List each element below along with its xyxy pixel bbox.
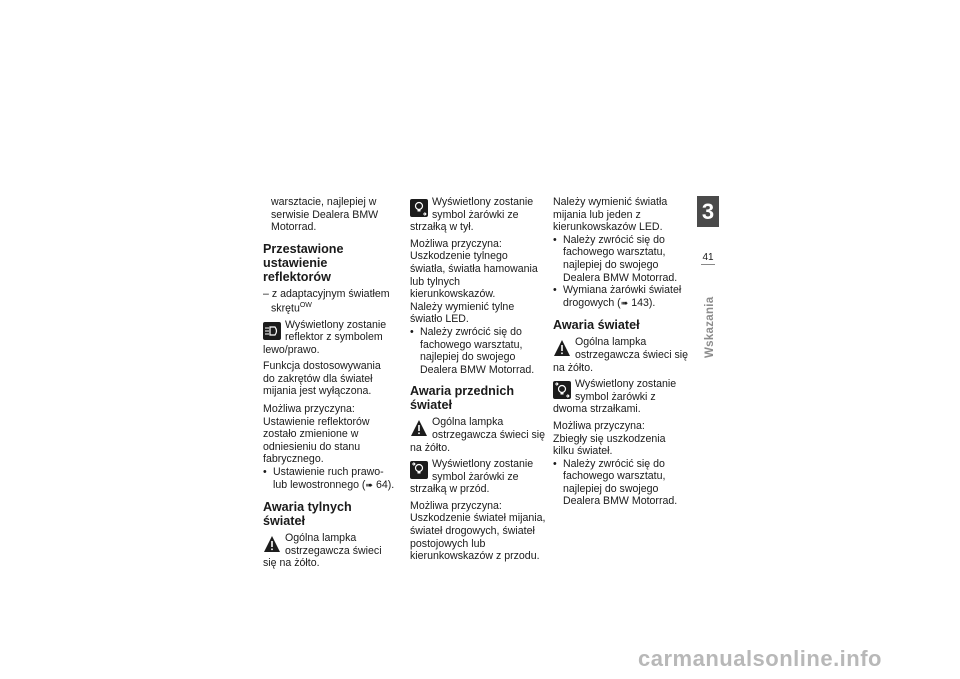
cause-text: Zbiegły się uszkodzenia kilku świateł. [553,432,666,458]
warning-text: Ogólna lampka ostrzegawcza świeci się na żółto. [410,416,546,454]
warning-triangle-icon [263,535,281,553]
section-heading-headlight-setting: Przestawione ustawienie reflektorów [263,241,344,284]
ref-arrow-icon: ➠ [365,480,374,491]
chapter-name: Wskazania [704,296,716,358]
indicator-text: Wyświetlony zostanie symbol żarówki ze strzałką w tył. [410,196,534,234]
bullet-item [263,466,395,492]
warning-block [410,416,546,454]
section-heading-rear-lights: Awaria tylnych świateł [263,500,352,529]
bullet-item: • Należy zwrócić się do fachowego warsztatu, najlepiej do swojego Dealera BMW Motorrad. [553,234,689,284]
cause-text: Uszkodzenie tylnego światła, światła hamowania lub tylnych kierunkowskazów. [410,250,538,301]
indicator-text: Wyświetlony zostanie symbol żarówki ze strzałką w przód. [410,458,534,496]
intro-text: warsztacie, najlepiej w serwisie Dealera BMW Motorrad. [271,196,379,234]
page-divider [701,264,715,265]
section-heading-front-lights: Awaria przednich świateł [410,384,515,413]
warning-triangle-icon [553,339,571,357]
variant-note-sup: OW [299,302,312,310]
bullet-text: Ustawienie ruch prawo- lub lewostronnego ( [273,466,384,491]
bullet-item: • Należy zwrócić się do fachowego warsztatu, najlepiej do swojego Dealera BMW Motorrad. [553,458,689,508]
indicator-block-front [410,458,546,496]
variant-note [263,288,395,316]
indicator-text: Wyświetlony zostanie symbol żarówki z dwoma strzałkami. [553,378,677,416]
page-ref: 64). [375,478,395,491]
headlight-lr-icon [263,322,281,340]
warning-text: Ogólna lampka ostrzegawcza świeci się na żółto. [263,532,382,570]
bullet-text: Wymiana żarówki świateł drogowych ( [563,284,682,309]
cause-text: Ustawienie reflektorów zostało zmienione w odniesieniu do stanu fabrycznego. [263,415,370,466]
warning-triangle-icon [410,419,428,437]
cause-label: Możliwa przyczyna: [410,237,502,250]
ref-arrow-icon: ➠ [620,298,629,309]
section-heading-lights-failure: Awaria świateł [553,318,640,333]
watermark: carmanualsonline.info [638,646,882,671]
column-2 [410,196,546,563]
variant-note-text: – z adaptacyjnym światłem skrętu [263,287,390,315]
bullet-item [553,284,689,310]
indicator-block-both [553,378,689,416]
cause-label: Możliwa przyczyna: [553,419,645,432]
cause-label: Możliwa przyczyna: [263,403,355,416]
page-number: 41 [702,252,714,263]
page-ref: 143). [631,296,656,309]
warning-text: Ogólna lampka ostrzegawcza świeci się na żółto. [553,336,689,374]
bulb-arrow-back-icon [410,199,428,217]
function-text: Funkcja dostosowywania do zakrętów dla świateł mijania jest wyłączona. [263,360,381,398]
indicator-block-headlight [263,319,395,357]
replace-text: Należy wymienić tylne światło LED. [410,300,515,326]
cause-text: Uszkodzenie świateł mijania, świateł drogowych, świateł postojowych lub kierunkowskazów z przodu. [410,512,546,563]
bulb-arrow-forward-icon [410,461,428,479]
warning-block [553,336,689,374]
column-1 [263,196,395,574]
bullet-item: • Należy zwrócić się do fachowego warsztatu, najlepiej do swojego Dealera BMW Motorrad. [410,326,546,376]
warning-block [263,532,395,570]
column-3 [553,196,689,508]
cause-label: Możliwa przyczyna: [410,499,502,512]
indicator-text: Wyświetlony zostanie reflektor z symbolem lewo/prawo. [263,318,387,356]
intro-text: Należy wymienić światła mijania lub jeden z kierunkowskazów LED. [553,196,668,234]
bulb-two-arrows-icon [553,381,571,399]
chapter-number: 3 [697,196,719,227]
indicator-block-rear [410,196,546,234]
